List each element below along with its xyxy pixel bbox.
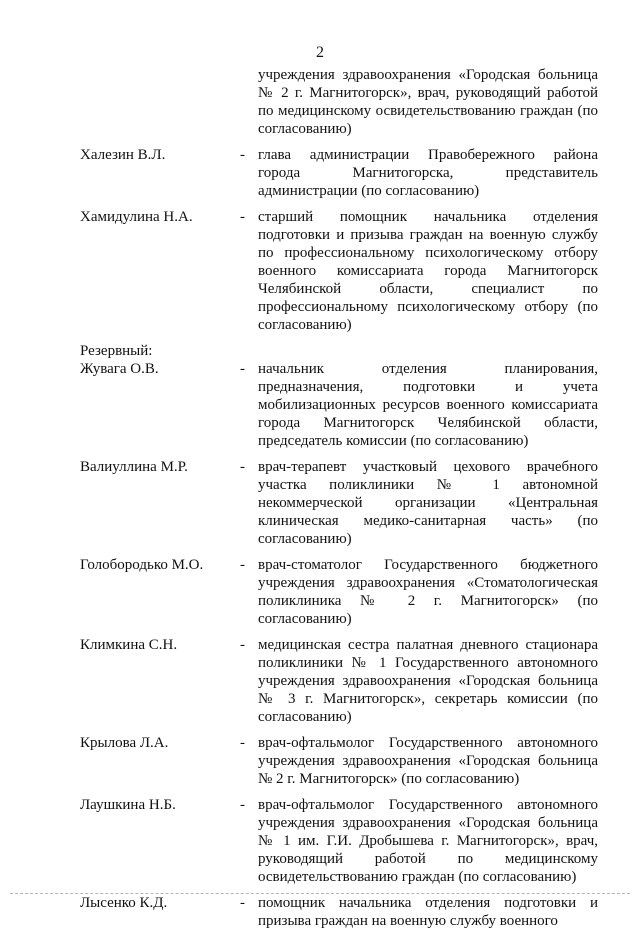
- member-name: Крылова Л.А.: [80, 735, 169, 751]
- member-description: врач-стоматолог Государственного бюджетного учреждения здравоохранения «Стоматологическая поликлиника № 2 г. Магнитогорск» (по согласованию): [258, 557, 598, 627]
- member-dash: -: [240, 557, 245, 573]
- member-name: Халезин В.Л.: [80, 147, 166, 163]
- member-name: Жувага О.В.: [80, 361, 159, 377]
- member-description: старший помощник начальника отделения подготовки и призыва граждан на военную службу по профессиональному психологическому отбору военного комиссариата города Магнитогорск Челябинской области, специалист по профессиональному психологическому отбору (по согласованию): [258, 209, 598, 333]
- member-dash: -: [240, 797, 245, 813]
- intro-continuation-text: учреждения здравоохранения «Городская больница № 2 г. Магнитогорск», врач, руководящий работой по медицинскому освидетельствованию граждан (по согласованию): [258, 67, 598, 137]
- member-dash: -: [240, 735, 245, 751]
- member-row: [0, 636, 640, 726]
- member-dash: -: [240, 637, 245, 653]
- reserve-section-label: Резервный:: [80, 343, 153, 359]
- commission-list: [0, 66, 640, 930]
- member-row: [0, 208, 640, 334]
- member-row: [0, 734, 640, 788]
- member-name: Валиуллина М.Р.: [80, 459, 188, 475]
- member-row: [0, 796, 640, 886]
- member-description: врач-офтальмолог Государственного автономного учреждения здравоохранения «Городская больница № 2 г. Магнитогорск» (по согласованию): [258, 735, 598, 787]
- member-description: глава администрации Правобережного района города Магнитогорска, представитель администрации (по согласованию): [258, 147, 598, 199]
- member-name: Лаушкина Н.Б.: [80, 797, 176, 813]
- member-dash: -: [240, 459, 245, 475]
- member-dash: -: [240, 361, 245, 377]
- member-name: Климкина С.Н.: [80, 637, 178, 653]
- member-description: врач-офтальмолог Государственного автономного учреждения здравоохранения «Городская больница № 1 им. Г.И. Дробышева г. Магнитогорск», врач, руководящий работой по медицинскому освидетельствованию граждан (по согласованию): [258, 797, 598, 885]
- intro-continuation-row: [0, 66, 640, 138]
- member-row: [0, 458, 640, 548]
- member-dash: -: [240, 147, 245, 163]
- member-description: начальник отделения планирования, предназначения, подготовки и учета мобилизационных ресурсов военного комиссариата города Магнитогорск Челябинской области, председатель комиссии (по согласованию): [258, 361, 598, 449]
- member-name: Лысенко К.Д.: [80, 895, 168, 911]
- member-description: врач-терапевт участковый цехового врачебного участка поликлиники № 1 автономной некоммерческой организации «Центральная клиническая медико-санитарная часть» (по согласованию): [258, 459, 598, 547]
- member-name: Голобородько М.О.: [80, 557, 204, 573]
- page-number: 2: [316, 44, 324, 61]
- member-row: [0, 360, 640, 450]
- member-row: [0, 556, 640, 628]
- member-name: Хамидулина Н.А.: [80, 209, 193, 225]
- member-row: [0, 146, 640, 200]
- member-description: медицинская сестра палатная дневного стационара поликлиники № 1 Государственного автономного учреждения здравоохранения «Городская больница № 3 г. Магнитогорск», секретарь комиссии (по согласованию): [258, 637, 598, 725]
- member-description: помощник начальника отделения подготовки и призыва граждан на военную службу военного: [258, 895, 598, 929]
- member-row: [0, 894, 640, 930]
- member-dash: -: [240, 895, 245, 911]
- member-dash: -: [240, 209, 245, 225]
- page-bottom-divider: [10, 893, 630, 894]
